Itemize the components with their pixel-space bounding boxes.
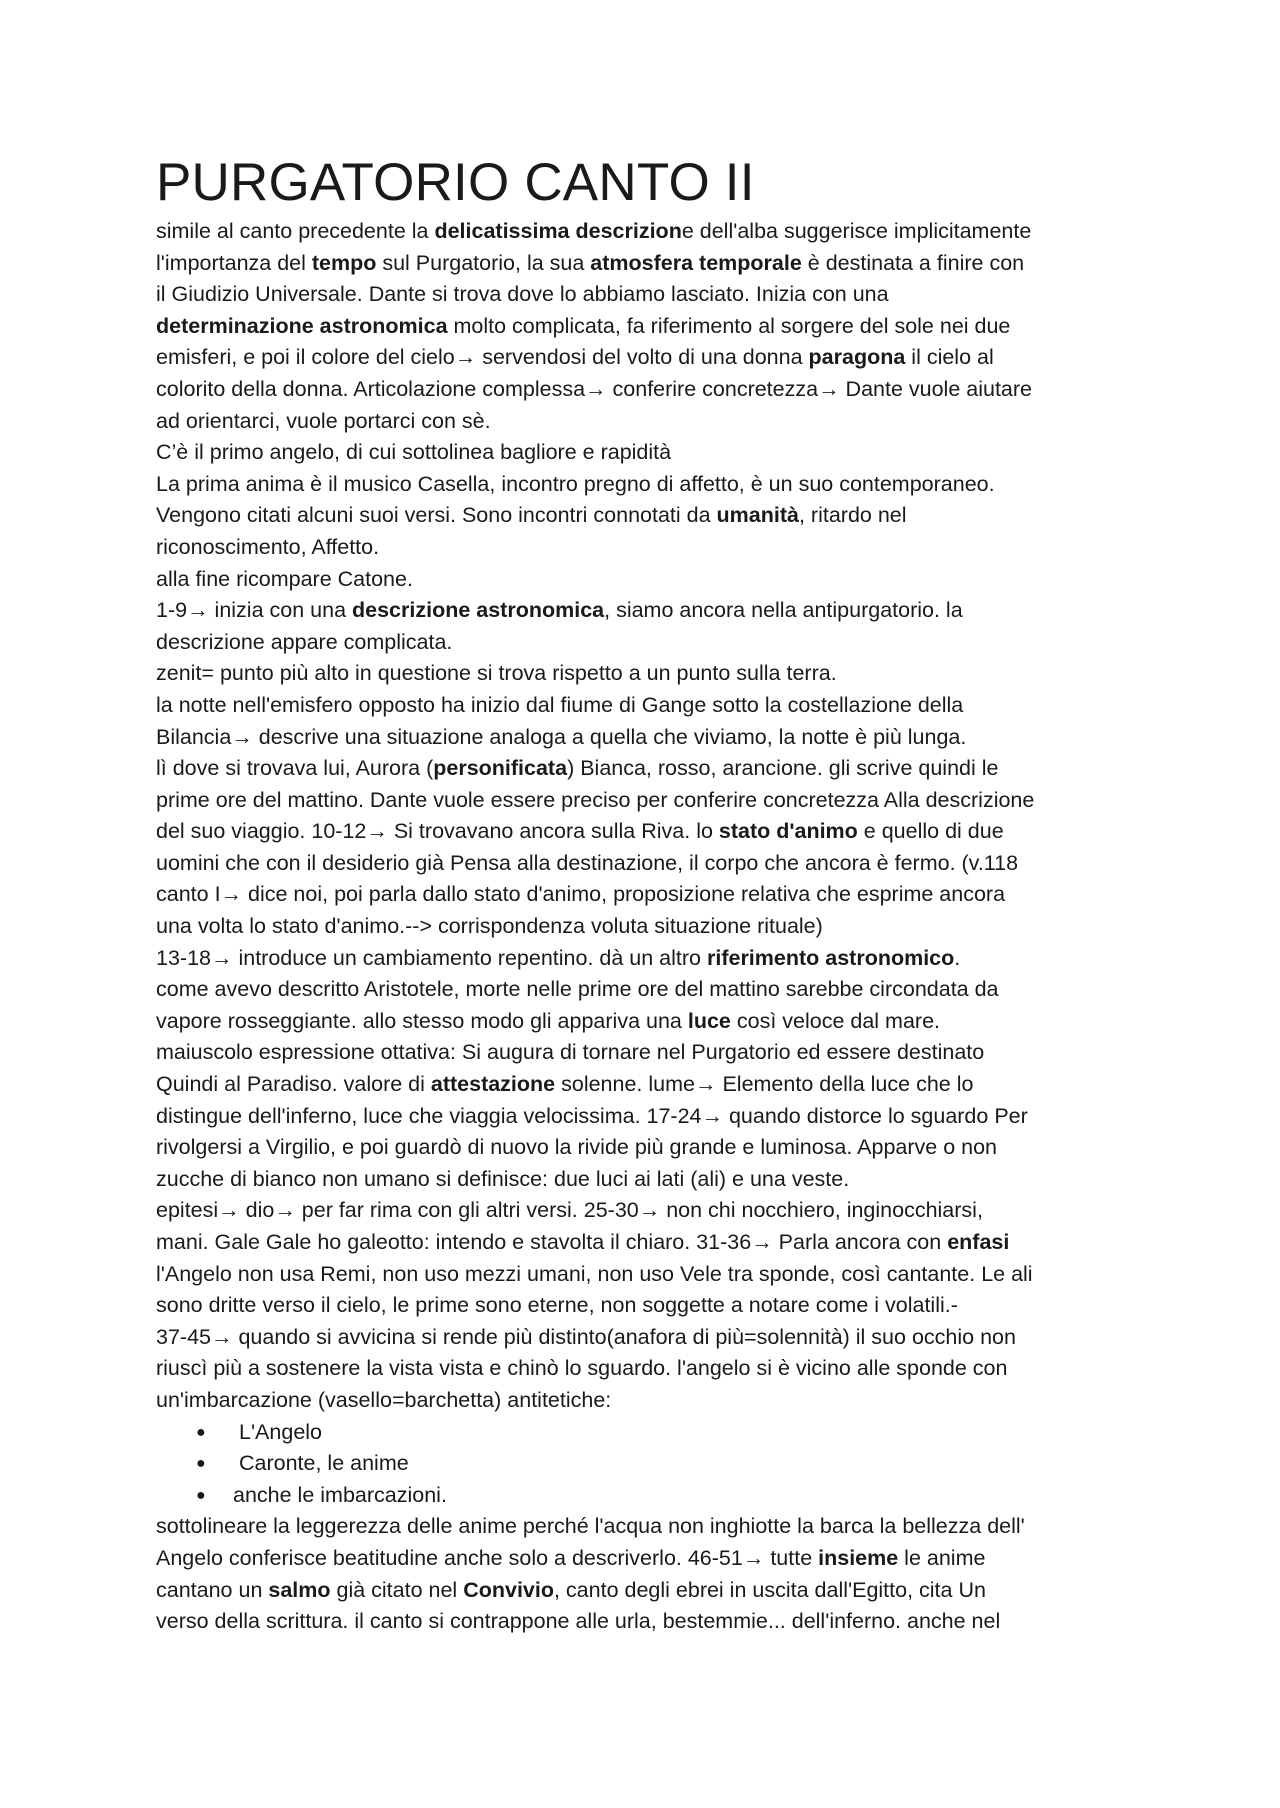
text-segment: mani. Gale Gale ho galeotto: intendo e stavolta il chiaro. 31-36→ Parla ancora con (156, 1230, 948, 1254)
text-line (156, 374, 1136, 406)
text-segment: un'imbarcazione (vasello=barchetta) antitetiche: (156, 1387, 612, 1412)
text-line (156, 1543, 1136, 1575)
text-line (156, 785, 1136, 817)
text-segment: lì dove si trovava lui, Aurora ( (156, 756, 434, 781)
text-segment: uomini che con il desiderio già Pensa alla destinazione, il corpo che ancora è fermo. (v.118 (156, 850, 1019, 875)
body-paragraph-a (156, 216, 1136, 1417)
text-segment: descrizione appare complicata. (156, 629, 453, 654)
text-segment: epitesi→ dio→ per far rima con gli altri versi. 25-30→ non chi nocchiero, inginocchiarsi, (156, 1198, 983, 1223)
text-line (156, 216, 1136, 248)
text-segment: colorito della donna. Articolazione complessa→ conferire concretezza→ Dante vuole aiutare (156, 376, 1032, 401)
list-item (156, 1417, 1136, 1449)
text-line (156, 1322, 1136, 1354)
text-segment: il cielo al (905, 345, 994, 370)
bold-text: atmosfera temporale (590, 250, 802, 275)
text-line (156, 500, 1136, 532)
text-line (156, 1575, 1136, 1607)
text-segment: distingue dell'inferno, luce che viaggia velocissima. 17-24→ quando distorce lo sguardo Per (156, 1103, 1028, 1128)
text-segment: come avevo descritto Aristotele, morte nelle prime ore del mattino sarebbe circondata da (156, 977, 999, 1002)
bold-text: attestazione (430, 1072, 556, 1097)
text-line (156, 342, 1136, 374)
text-segment: La prima anima è il musico Casella, incontro pregno di affetto, è un suo contemporaneo. (156, 471, 995, 496)
text-line (156, 690, 1136, 722)
text-segment: Vengono citati alcuni suoi versi. Sono incontri connotati da (156, 503, 717, 528)
text-segment: sul Purgatorio, la sua (376, 250, 591, 275)
text-line (156, 437, 1136, 469)
text-line (156, 1069, 1136, 1101)
bold-text: insieme (818, 1545, 899, 1570)
text-segment: 1-9→ inizia con una (156, 598, 352, 623)
text-line (156, 469, 1136, 501)
text-segment: è destinata a finire con (801, 250, 1025, 275)
list-item-text: anche le imbarcazioni. (233, 1482, 447, 1507)
bold-text: salmo (268, 1577, 331, 1602)
text-segment: emisferi, e poi il colore del cielo→ servendosi del volto di una donna (156, 345, 809, 370)
text-segment: cantano un (156, 1577, 269, 1602)
page-title: PURGATORIO CANTO II (156, 153, 755, 212)
bold-text: riferimento astronomico (706, 945, 955, 970)
text-line (156, 753, 1136, 785)
text-line (156, 658, 1136, 690)
body-paragraph-b (156, 1511, 1136, 1637)
bold-text: personificata (433, 756, 568, 781)
list-item-text: Caronte, le anime (239, 1451, 409, 1476)
text-segment: Quindi al Paradiso. valore di (156, 1072, 431, 1097)
text-line (156, 943, 1136, 975)
text-line (156, 1606, 1136, 1638)
text-line (156, 879, 1136, 911)
bold-text: tempo (311, 250, 377, 275)
bold-text: stato d'animo (718, 819, 858, 844)
bullet-icon: ● (196, 1455, 206, 1473)
text-line (156, 1006, 1136, 1038)
text-segment: una volta lo stato d'animo.--> corrispondenza voluta situazione rituale) (156, 914, 823, 939)
text-segment: così veloce dal mare. (730, 1008, 941, 1033)
text-segment: Bilancia→ descrive una situazione analoga a quella che viviamo, la notte è più lunga. (156, 724, 967, 749)
text-segment: del suo viaggio. 10-12→ Si trovavano ancora sulla Riva. lo (156, 819, 719, 844)
text-line (156, 722, 1136, 754)
text-segment: rivolgersi a Virgilio, e poi guardò di nuovo la rivide più grande e luminosa. Apparve o non (156, 1135, 998, 1160)
text-segment: prime ore del mattino. Dante vuole essere preciso per conferire concretezza Alla descrizione (156, 787, 1035, 812)
text-line (156, 974, 1136, 1006)
text-segment: zucche di bianco non umano si definisce: due luci ai lati (ali) e una veste. (156, 1166, 850, 1191)
bold-text: determinazione astronomica (156, 313, 448, 338)
text-segment: zenit= punto più alto in questione si trova rispetto a un punto sulla terra. (156, 661, 837, 686)
text-line (156, 311, 1136, 343)
text-segment: ad orientarci, vuole portarci con sè. (156, 408, 491, 433)
text-line (156, 1037, 1136, 1069)
text-segment: C’è il primo angelo, di cui sottolinea bagliore e rapidità (156, 440, 672, 465)
text-line (156, 1511, 1136, 1543)
bullet-list (156, 1417, 1136, 1512)
text-line (156, 1353, 1136, 1385)
text-segment: sono dritte verso il cielo, le prime sono eterne, non soggette a notare come i volatili.- (156, 1293, 958, 1318)
text-line (156, 564, 1136, 596)
text-segment: molto complicata, fa riferimento al sorgere del sole nei due (447, 313, 1011, 338)
text-line (156, 1259, 1136, 1291)
text-line (156, 1385, 1136, 1417)
text-segment: canto I→ dice noi, poi parla dallo stato d'animo, proposizione relativa che esprime ancora (156, 882, 1006, 907)
text-line (156, 1164, 1136, 1196)
bold-text: descrizione astronomica (352, 598, 605, 623)
text-segment: simile al canto precedente la (156, 219, 435, 243)
text-segment: sottolineare la leggerezza delle anime perché l'acqua non inghiotte la barca la bellezza dell' (156, 1514, 1025, 1539)
text-segment: ) Bianca, rosso, arancione. gli scrive quindi le (567, 756, 999, 781)
list-item-text: L'Angelo (239, 1419, 323, 1444)
bold-text: umanità (716, 503, 799, 528)
bullet-icon: ● (196, 1486, 206, 1504)
bold-text: paragona (808, 345, 906, 370)
text-segment: Angelo conferisce beatitudine anche solo a descriverlo. 46-51→ tutte (156, 1545, 819, 1570)
text-line (156, 816, 1136, 848)
text-segment: . (954, 945, 961, 970)
text-segment: il Giudizio Universale. Dante si trova dove lo abbiamo lasciato. Inizia con una (156, 282, 889, 307)
text-segment: già citato nel (330, 1577, 464, 1602)
text-line (156, 532, 1136, 564)
text-segment: , ritardo nel (798, 503, 907, 528)
text-segment: maiuscolo espressione ottativa: Si augura di tornare nel Purgatorio ed essere destinato (156, 1040, 985, 1065)
bold-text: enfasi (947, 1230, 1010, 1254)
list-item (156, 1448, 1136, 1480)
text-segment: e dell'alba suggerisce implicitamente (681, 219, 1032, 243)
text-segment: verso della scrittura. il canto si contrappone alle urla, bestemmie... dell'inferno. anche nel (156, 1609, 1001, 1634)
text-line (156, 911, 1136, 943)
text-line (156, 1132, 1136, 1164)
document-page (156, 152, 1136, 1638)
text-line (156, 279, 1136, 311)
text-line (156, 627, 1136, 659)
text-segment: riconoscimento, Affetto. (156, 534, 380, 559)
text-line (156, 1227, 1136, 1259)
bold-text: luce (687, 1008, 731, 1033)
bold-text: Convivio (463, 1577, 554, 1602)
bold-text: delicatissima descrizion (434, 219, 682, 243)
list-item (156, 1480, 1136, 1512)
text-line (156, 1195, 1136, 1227)
text-segment: l'Angelo non usa Remi, non uso mezzi umani, non uso Vele tra sponde, così cantante. Le ali (156, 1261, 1033, 1286)
text-segment: le anime (898, 1545, 986, 1570)
text-line (156, 248, 1136, 280)
text-line (156, 595, 1136, 627)
text-segment: e quello di due (857, 819, 1004, 844)
text-segment: , canto degli ebrei in uscita dall'Egitto, cita Un (553, 1577, 986, 1602)
text-segment: la notte nell'emisfero opposto ha inizio dal fiume di Gange sotto la costellazione della (156, 692, 964, 717)
text-segment: alla fine ricompare Catone. (156, 566, 413, 591)
text-line (156, 1101, 1136, 1133)
text-segment: , siamo ancora nella antipurgatorio. la (604, 598, 963, 623)
text-segment: 37-45→ quando si avvicina si rende più distinto(anafora di più=solennità) il suo occhio non (156, 1324, 1016, 1349)
bullet-icon: ● (196, 1423, 206, 1441)
text-line (156, 406, 1136, 438)
text-segment: 13-18→ introduce un cambiamento repentino. dà un altro (156, 945, 707, 970)
text-segment: l'importanza del (156, 250, 312, 275)
text-segment: solenne. lume→ Elemento della luce che lo (555, 1072, 974, 1097)
text-segment: riuscì più a sostenere la vista vista e chinò lo sguardo. l'angelo si è vicino alle sponde con (156, 1356, 1008, 1381)
text-segment: vapore rosseggiante. allo stesso modo gli appariva una (156, 1008, 688, 1033)
text-line (156, 1290, 1136, 1322)
text-line (156, 848, 1136, 880)
